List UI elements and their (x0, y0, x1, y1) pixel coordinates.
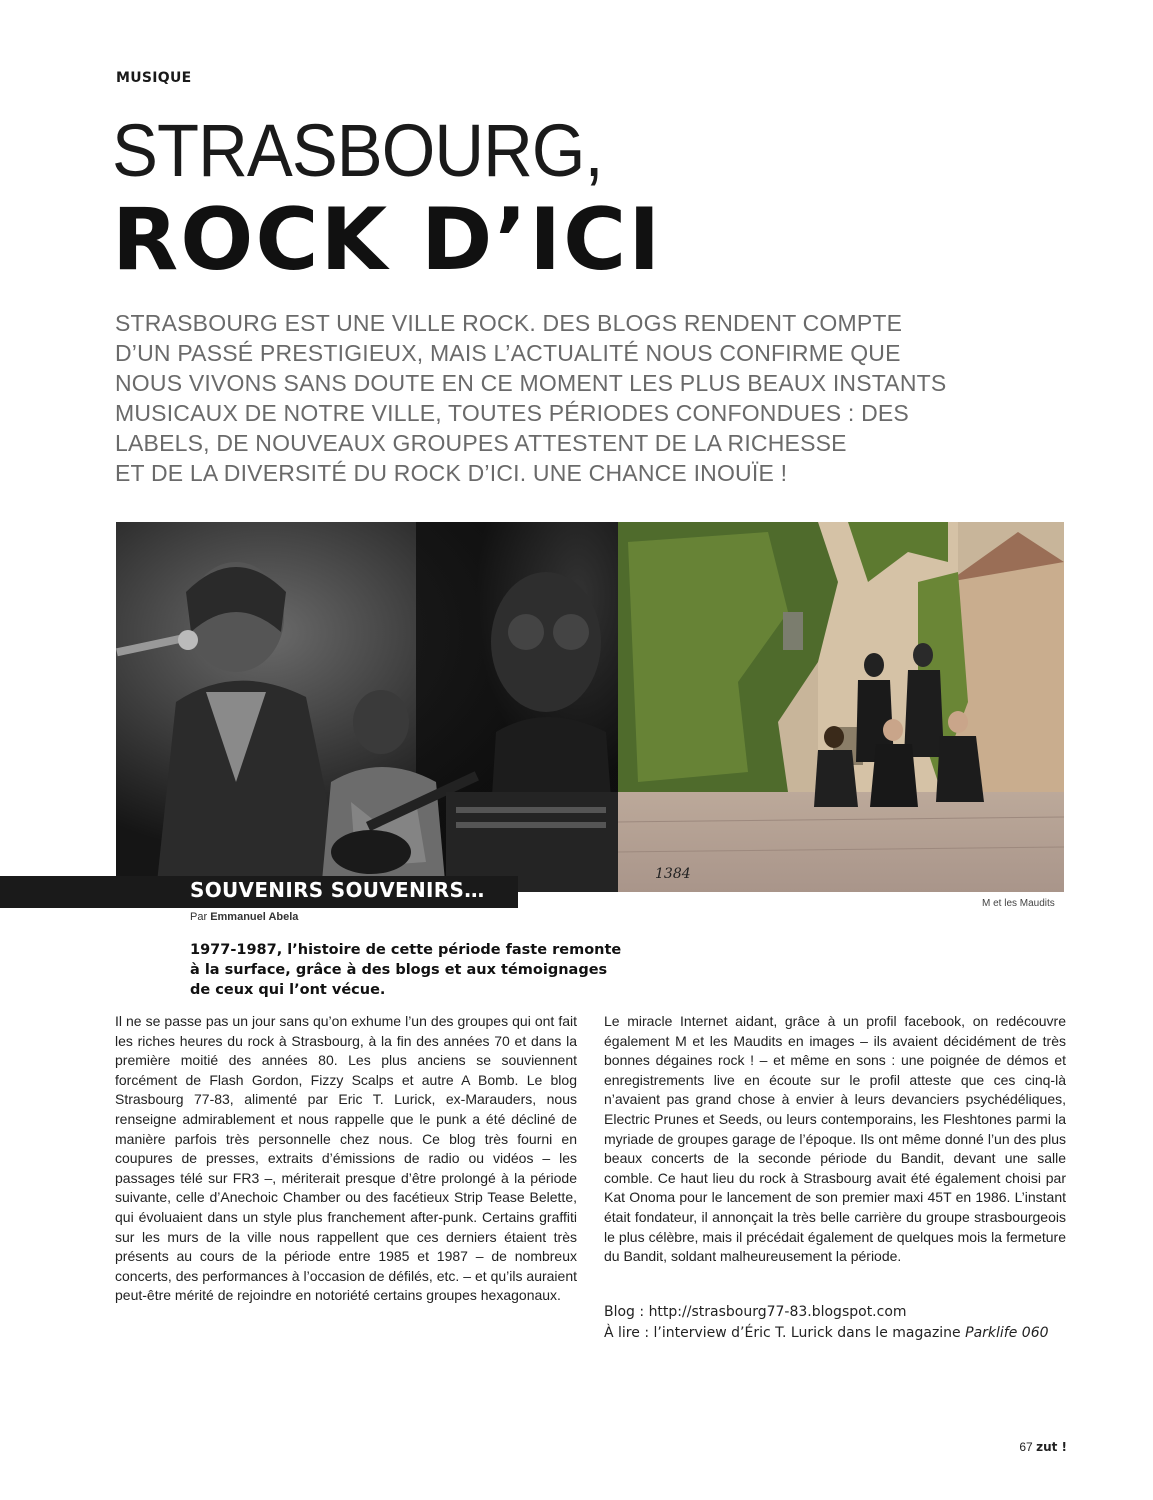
lead-line: STRASBOURG EST UNE VILLE ROCK. DES BLOGS RENDENT COMPTE (115, 310, 903, 336)
standfirst-line: 1977-1987, l’histoire de cette période faste remonte (190, 942, 622, 958)
photo-caption: M et les Maudits (982, 898, 1055, 909)
section-label: MUSIQUE (116, 70, 192, 86)
blog-reference (604, 1302, 1074, 1344)
concert-photo (116, 522, 618, 892)
byline-prefix: Par (190, 911, 208, 923)
body-column-left: Il ne se passe pas un jour sans qu’on exhume l’un des groupes qui ont fait les riches heures du rock à Strasbourg, à la fin des années 70 et dans la première moitié des années 80. Les plus anciens se souviennent forcément de Flash Gordon, Fizzy Scalps et autre A Bomb. Le blog Strasbourg 77-83, alimenté par Eric T. Lurick, ex-Marauders, nous renseigne admirablement et nous rappelle que le punk a été décliné de manière parfois très personnelle chez nous. Ce blog très fourni en coupures de presses, extraits d’émissions de radio ou vidéos – les passages télé sur FR3 –, mériterait presque d’être prolongé à la période suivante, celle d’Anechoic Chamber ou des facétieux Strip Tease Belette, qui évoluaient dans un style plus franchement after-punk. Certains graffiti sur les murs de la ville nous rappellent que ces derniers étaient très présents au cours de la période entre 1985 et 1987 – de nombreux concerts, des performances à l’occasion de défilés, etc. – et qu’ils auraient peut-être mérité de rejoindre en notoriété certains groupes hexagonaux. (115, 1013, 577, 1304)
banner-title: SOUVENIRS SOUVENIRS… (190, 878, 485, 902)
lead-line: NOUS VIVONS SANS DOUTE EN CE MOMENT LES PLUS BEAUX INSTANTS (115, 370, 947, 396)
magazine-brand: zut ! (1036, 1440, 1067, 1454)
page-number: 67 (1019, 1440, 1033, 1454)
standfirst-line: à la surface, grâce à des blogs et aux témoignages (190, 962, 608, 978)
title-line-1: STRASBOURG, (112, 109, 603, 192)
lead-line: MUSICAUX DE NOTRE VILLE, TOUTES PÉRIODES CONFONDUES : DES (115, 400, 909, 426)
body-column-right: Le miracle Internet aidant, grâce à un profil facebook, on redécouvre également M et les Maudits en images – ils avaient décidément de très bonnes dégaines rock ! – et même en sons : une poignée de démos et enregistrements live en écoute sur le profil atteste que ces cinq-là n’avaient pas grand chose à envier à leurs devanciers psychédéliques, Electric Prunes et Seeds, ou leurs contemporains, les Fleshtones parmi la myriade de groupes garage de l’époque. Ils ont même donné l’un des plus beaux concerts de la seconde période du Bandit, devant une salle comble. Ce haut lieu du rock à Strasbourg avait été également choisi par Kat Onoma pour le lancement de son premier maxi 45T en 1986. L’instant était fondateur, il annonçait la très belle carrière du groupe strasbourgeois le plus célèbre, mais il précédait également de quelques mois la fermeture du Bandit, soldant malheureusement la période. (604, 1013, 1066, 1265)
byline-author: Emmanuel Abela (210, 911, 299, 923)
blog-link[interactable]: Blog : http://strasbourg77-83.blogspot.com (604, 1304, 907, 1320)
byline (190, 911, 298, 923)
reading-reference (604, 1323, 1074, 1344)
page-folio (1019, 1440, 1067, 1454)
standfirst-line: de ceux qui l’ont vécue. (190, 982, 386, 998)
standfirst (190, 940, 622, 1000)
lead-paragraph (115, 308, 947, 488)
lead-line: LABELS, DE NOUVEAUX GROUPES ATTESTENT DE LA RICHESSE (115, 430, 847, 456)
reading-prefix: À lire : l’interview d’Éric T. Lurick dans le magazine (604, 1325, 966, 1341)
band-group-photo (618, 522, 1064, 892)
magazine-name: Parklife 060 (965, 1325, 1049, 1341)
photo-stamp: 1384 (655, 866, 691, 882)
concert-photo-illustration (116, 522, 618, 892)
lead-line: D’UN PASSÉ PRESTIGIEUX, MAIS L’ACTUALITÉ NOUS CONFIRME QUE (115, 340, 901, 366)
band-group-illustration (618, 522, 1064, 892)
lead-line: ET DE LA DIVERSITÉ DU ROCK D’ICI. UNE CHANCE INOUÏE ! (115, 460, 788, 486)
title-line-2: ROCK D’ICI (112, 190, 663, 290)
